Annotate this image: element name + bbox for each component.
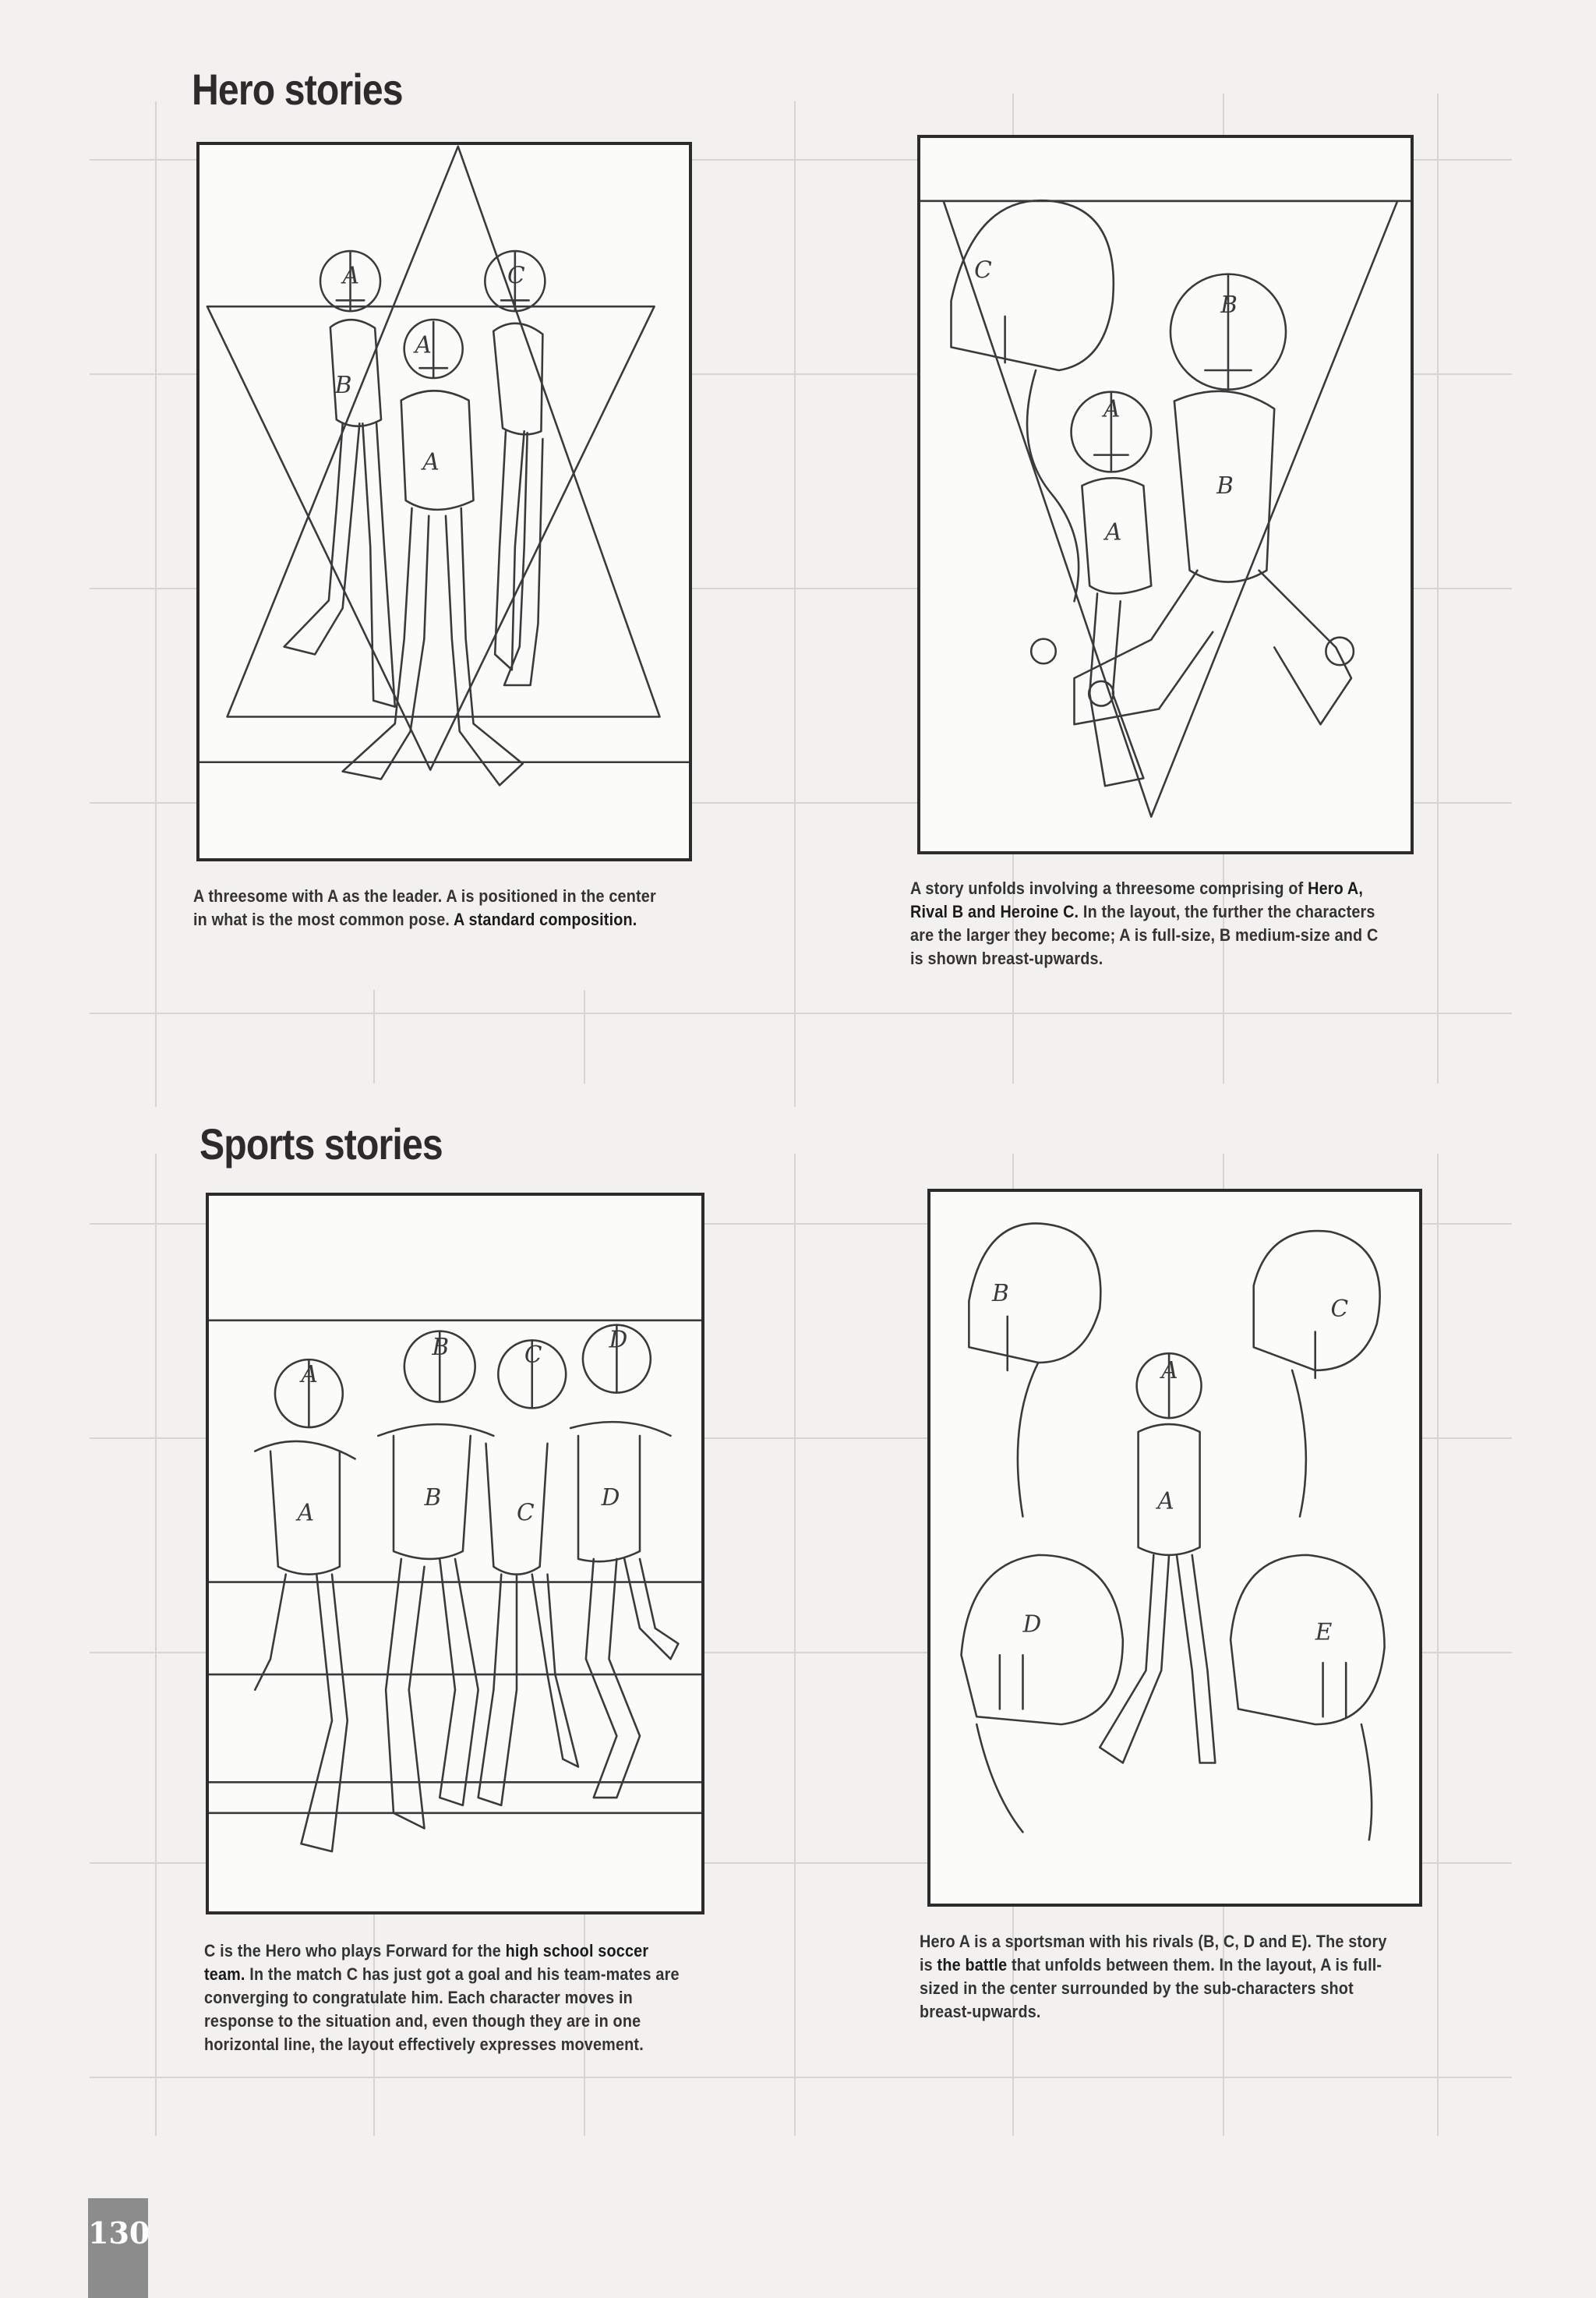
caption-emphasis: high school soccer team. [204, 1941, 649, 1984]
illustration-panel-sports-rivals [927, 1189, 1422, 1907]
figure-label: A [342, 262, 360, 289]
section-title-sports: Sports stories [200, 1119, 443, 1168]
figure-label: A [297, 1499, 314, 1526]
figure-label: A [1104, 518, 1122, 546]
figure-label: C [517, 1499, 535, 1526]
caption-text: Hero A is a sportsman with his rivals (B, C, D and E). The story is [920, 1932, 1387, 1975]
illustration-panel-hero-rivals [917, 135, 1414, 854]
figure-label: C [974, 256, 992, 284]
page-number: 130 [88, 2198, 148, 2298]
caption-sports-rivals [920, 1930, 1403, 2024]
sports-rivals-sketch [930, 1192, 1419, 1904]
caption-text: C is the Hero who plays Forward for the [204, 1941, 506, 1960]
figure-label: A [415, 331, 432, 359]
figure-label: B [432, 1334, 450, 1361]
figure-label: C [524, 1342, 542, 1369]
caption-emphasis: A standard composition. [454, 910, 637, 929]
caption-text: that unfolds between them. In the layout, A is full-sized in the center surrounded by the sub-characters shot breast-upwards. [920, 1955, 1382, 2021]
hero-rivals-sketch [920, 138, 1411, 851]
figure-label: D [609, 1326, 628, 1353]
figure-label: A [422, 448, 440, 476]
caption-text: A story unfolds involving a threesome comprising of [910, 879, 1308, 898]
caption-hero-threesome [193, 885, 673, 932]
caption-emphasis: the battle [937, 1955, 1008, 1975]
hero-threesome-sketch [200, 145, 689, 858]
figure-label: B [1216, 472, 1234, 500]
caption-text: In the layout, the further the characters are the larger they become; A is full-size, B medium-size and C is shown breast-upwards. [910, 902, 1379, 968]
figure-label: A [301, 1360, 318, 1388]
figure-label: A [1157, 1487, 1174, 1515]
figure-label: D [1022, 1610, 1042, 1638]
caption-emphasis: Hero A, Rival B and Heroine C. [910, 879, 1364, 921]
figure-label: C [507, 262, 525, 289]
figure-label: E [1315, 1618, 1333, 1646]
figure-label: A [1103, 395, 1121, 422]
illustration-panel-soccer-team [206, 1193, 704, 1914]
caption-text: A threesome with A as the leader. A is positioned in the center in what is the most common pose. [193, 886, 656, 929]
figure-label: B [334, 371, 352, 398]
figure-label: D [601, 1483, 620, 1511]
section-title-hero: Hero stories [192, 65, 403, 114]
figure-label: C [1330, 1295, 1349, 1322]
illustration-panel-hero-threesome [196, 142, 692, 861]
caption-hero-rivals [910, 877, 1393, 970]
soccer-team-sketch [209, 1196, 701, 1911]
figure-label: B [991, 1280, 1009, 1307]
figure-label: B [424, 1483, 442, 1511]
caption-soccer-team [204, 1939, 687, 2056]
figure-label: B [1220, 291, 1238, 318]
caption-text: In the match C has just got a goal and his team-mates are converging to congratulate him. Each character moves in response to the situation and, even though they are in one horizontal line, the layout effectively expresses movement. [204, 1964, 680, 2054]
figure-label: A [1161, 1356, 1178, 1384]
